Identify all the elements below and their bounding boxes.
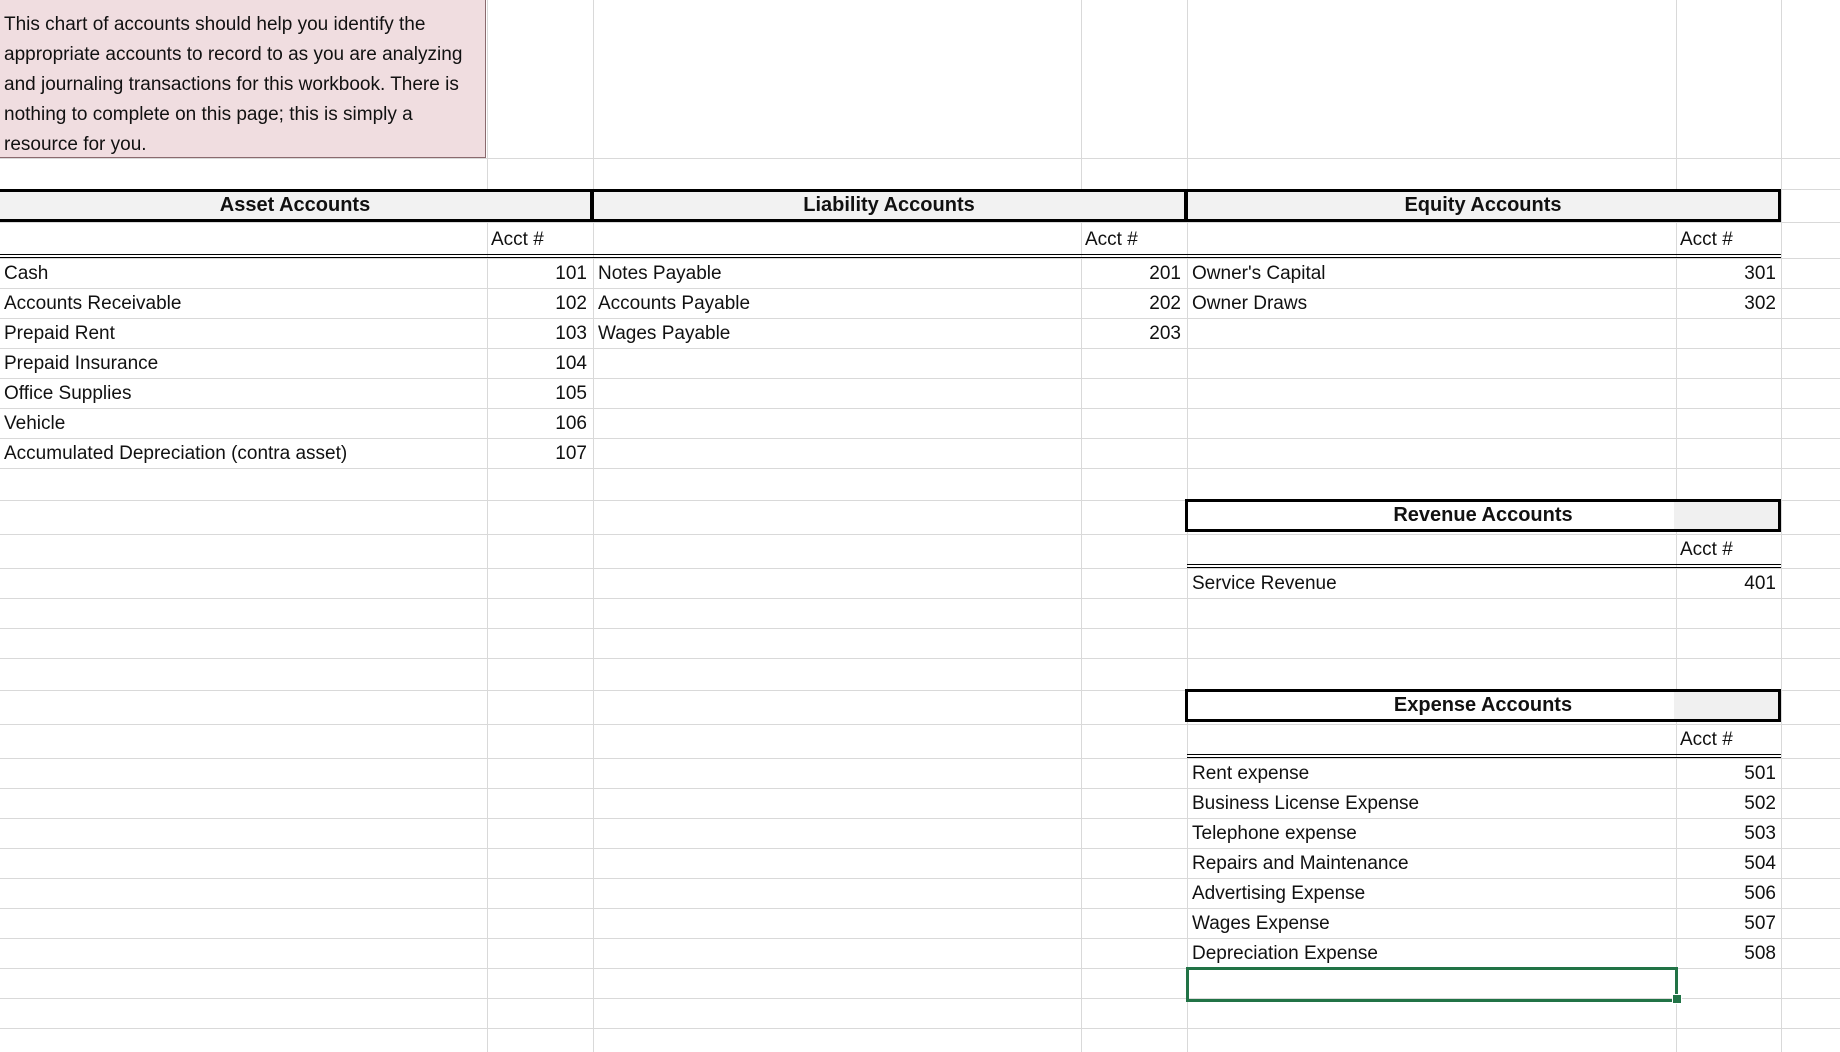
expense-number: 508 <box>1744 943 1776 964</box>
asset-number: 103 <box>555 323 587 344</box>
asset-name: Accumulated Depreciation (contra asset) <box>4 443 348 464</box>
liability-name: Notes Payable <box>598 263 722 284</box>
liability-accounts-header[interactable] <box>591 189 1187 222</box>
row-gridline <box>0 258 1840 259</box>
asset-name: Accounts Receivable <box>4 293 182 314</box>
liability-number: 202 <box>1149 293 1181 314</box>
row-gridline <box>0 724 1840 725</box>
equity-acct-label[interactable]: Acct # <box>1680 229 1733 250</box>
expense-number: 507 <box>1744 913 1776 934</box>
expense-name: Depreciation Expense <box>1192 943 1378 964</box>
asset-number: 105 <box>555 383 587 404</box>
asset-name: Office Supplies <box>4 383 132 404</box>
equity-number: 301 <box>1744 263 1776 284</box>
row-gridline <box>0 348 1840 349</box>
revenue-acct-label[interactable]: Acct # <box>1680 539 1733 560</box>
asset-acct-label[interactable]: Acct # <box>491 229 544 250</box>
expense-name: Advertising Expense <box>1192 883 1366 904</box>
expense-name: Business License Expense <box>1192 793 1420 814</box>
revenue-header-shade <box>1674 502 1778 529</box>
expense-accounts-title: Expense Accounts <box>1393 694 1573 716</box>
equity-header-underline <box>1187 254 1781 258</box>
expense-number: 504 <box>1744 853 1776 874</box>
row-gridline <box>0 628 1840 629</box>
asset-accounts-title: Asset Accounts <box>219 194 371 216</box>
row-gridline <box>0 408 1840 409</box>
row-gridline <box>0 288 1840 289</box>
asset-accounts-header[interactable] <box>0 189 593 222</box>
liability-number: 201 <box>1149 263 1181 284</box>
asset-name: Cash <box>4 263 49 284</box>
row-gridline <box>0 938 1840 939</box>
equity-name: Owner's Capital <box>1192 263 1326 284</box>
equity-name: Owner Draws <box>1192 293 1308 314</box>
row-gridline <box>0 318 1840 319</box>
liability-accounts-title: Liability Accounts <box>803 194 975 216</box>
expense-header-underline <box>1187 754 1781 758</box>
liability-acct-label[interactable]: Acct # <box>1085 229 1138 250</box>
asset-number: 104 <box>555 353 587 374</box>
row-gridline <box>0 468 1840 469</box>
revenue-accounts-header[interactable] <box>1185 499 1781 532</box>
row-gridline <box>0 848 1840 849</box>
row-gridline <box>0 438 1840 439</box>
liability-number: 203 <box>1149 323 1181 344</box>
asset-number: 101 <box>555 263 587 284</box>
equity-number: 302 <box>1744 293 1776 314</box>
liability-name: Wages Payable <box>598 323 731 344</box>
row-gridline <box>0 568 1840 569</box>
expense-header-shade <box>1674 692 1778 719</box>
revenue-number: 401 <box>1744 573 1776 594</box>
row-gridline <box>0 1028 1840 1029</box>
row-gridline <box>0 818 1840 819</box>
liability-name: Accounts Payable <box>598 293 751 314</box>
expense-acct-label[interactable]: Acct # <box>1680 729 1733 750</box>
row-gridline <box>0 378 1840 379</box>
expense-number: 506 <box>1744 883 1776 904</box>
expense-accounts-header[interactable] <box>1185 689 1781 722</box>
row-gridline <box>0 658 1840 659</box>
equity-accounts-title: Equity Accounts <box>1404 194 1562 216</box>
asset-name: Prepaid Insurance <box>4 353 159 374</box>
expense-number: 502 <box>1744 793 1776 814</box>
expense-name: Telephone expense <box>1192 823 1357 844</box>
asset-number: 102 <box>555 293 587 314</box>
expense-name: Repairs and Maintenance <box>1192 853 1409 874</box>
expense-number: 501 <box>1744 763 1776 784</box>
revenue-accounts-title: Revenue Accounts <box>1393 504 1573 526</box>
fill-handle[interactable] <box>1672 994 1682 1004</box>
row-gridline <box>0 598 1840 599</box>
expense-name: Wages Expense <box>1192 913 1330 934</box>
asset-name: Vehicle <box>4 413 66 434</box>
instruction-note[interactable]: This chart of accounts should help you identify the appropriate accounts to record to as you are analyzing and journaling transactions for this workbook. There is nothing to complete on this page; this is simply a resource for you. <box>0 0 486 158</box>
asset-number: 106 <box>555 413 587 434</box>
row-gridline <box>0 534 1840 535</box>
row-gridline <box>0 788 1840 789</box>
expense-name: Rent expense <box>1192 763 1310 784</box>
row-gridline <box>0 222 1840 223</box>
row-gridline <box>0 158 1840 159</box>
row-gridline <box>0 878 1840 879</box>
expense-number: 503 <box>1744 823 1776 844</box>
asset-number: 107 <box>555 443 587 464</box>
selected-cell[interactable] <box>1186 967 1678 1002</box>
revenue-name: Service Revenue <box>1192 573 1337 594</box>
row-gridline <box>0 758 1840 759</box>
liability-header-underline <box>593 254 1187 258</box>
revenue-header-underline <box>1187 564 1781 568</box>
asset-name: Prepaid Rent <box>4 323 115 344</box>
equity-accounts-header[interactable] <box>1185 189 1781 222</box>
row-gridline <box>0 908 1840 909</box>
asset-header-underline <box>0 254 593 258</box>
